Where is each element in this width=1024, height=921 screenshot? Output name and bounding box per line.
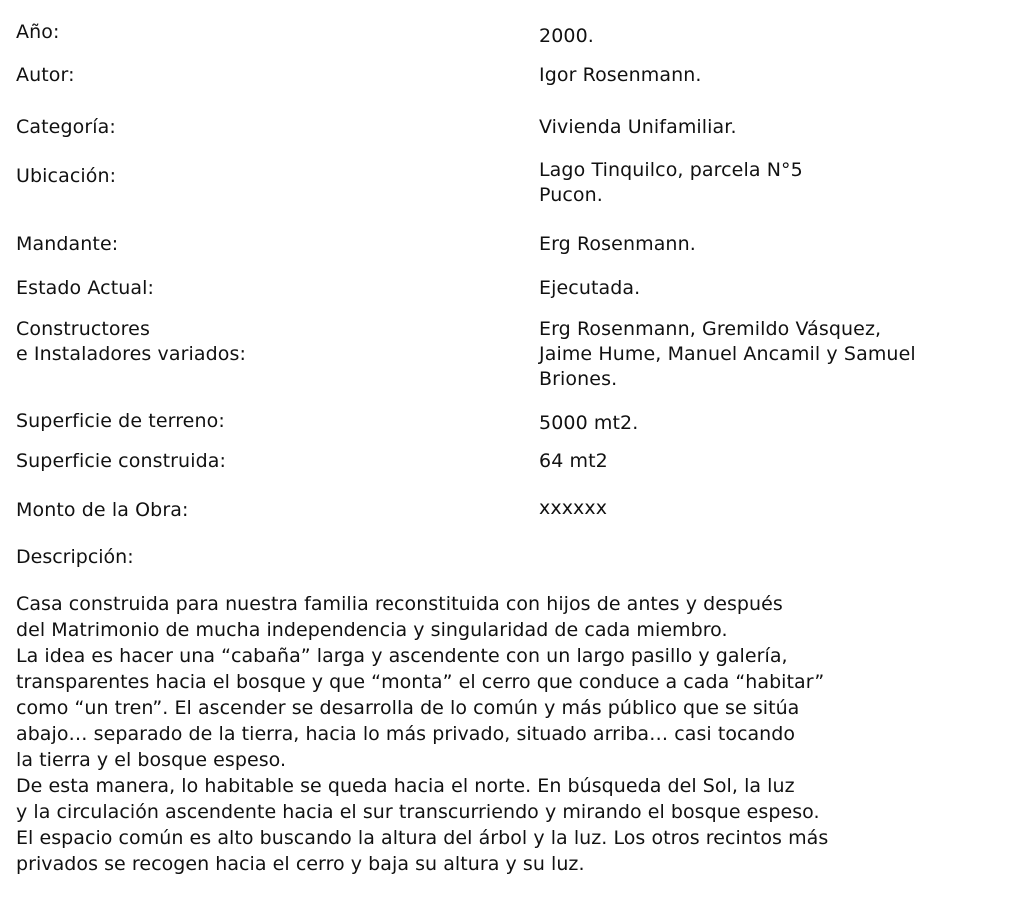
superficie-terreno-value: 5000 mt2. — [539, 412, 639, 434]
superficie-terreno-label: Superficie de terreno: — [16, 410, 225, 432]
description-line: transparentes hacia el bosque y que “monta” el cerro que conduce a cada “habitar” — [16, 671, 825, 693]
autor-value: Igor Rosenmann. — [539, 64, 702, 86]
constructores-value — [539, 317, 916, 392]
ano-value: 2000. — [539, 25, 594, 47]
ano-label: Año: — [16, 21, 60, 43]
categoria-value: Vivienda Unifamiliar. — [539, 116, 737, 138]
ubicacion-value-line: Lago Tinquilco, parcela N°5 — [539, 159, 803, 181]
ubicacion-value — [539, 158, 803, 208]
description-line: la tierra y el bosque espeso. — [16, 749, 287, 771]
mandante-value: Erg Rosenmann. — [539, 233, 696, 255]
constructores-value-line: Erg Rosenmann, Gremildo Vásquez, — [539, 318, 882, 340]
ubicacion-label: Ubicación: — [16, 165, 117, 187]
constructores-value-line: Jaime Hume, Manuel Ancamil y Samuel — [539, 343, 916, 365]
description-line: y la circulación ascendente hacia el sur transcurriendo y mirando el bosque espeso. — [16, 801, 820, 823]
description-line: abajo… separado de la tierra, hacia lo más privado, situado arriba… casi tocando — [16, 723, 796, 745]
description-body — [16, 591, 1020, 877]
description-line: Casa construida para nuestra familia reconstituida con hijos de antes y después — [16, 593, 783, 615]
monto-value: xxxxxx — [539, 497, 608, 519]
description-line: del Matrimonio de mucha independencia y singularidad de cada miembro. — [16, 619, 728, 641]
description-line: privados se recogen hacia el cerro y baja su altura y su luz. — [16, 853, 585, 875]
mandante-label: Mandante: — [16, 233, 119, 255]
constructores-value-line: Briones. — [539, 368, 618, 390]
constructores-label-line: e Instaladores variados: — [16, 343, 247, 365]
categoria-label: Categoría: — [16, 116, 116, 138]
estado-value: Ejecutada. — [539, 277, 641, 299]
description-line: El espacio común es alto buscando la altura del árbol y la luz. Los otros recintos más — [16, 827, 829, 849]
superficie-construida-value: 64 mt2 — [539, 450, 608, 472]
superficie-construida-label: Superficie construida: — [16, 450, 226, 472]
description-line: La idea es hacer una “cabaña” larga y ascendente con un largo pasillo y galería, — [16, 645, 788, 667]
monto-label: Monto de la Obra: — [16, 499, 189, 521]
autor-label: Autor: — [16, 64, 75, 86]
ubicacion-value-line: Pucon. — [539, 184, 603, 206]
description-line: De esta manera, lo habitable se queda hacia el norte. En búsqueda del Sol, la luz — [16, 775, 795, 797]
estado-label: Estado Actual: — [16, 277, 155, 299]
constructores-label-line: Constructores — [16, 318, 150, 340]
description-heading: Descripción: — [16, 546, 134, 568]
description-line: como “un tren”. El ascender se desarrolla de lo común y más público que se sitúa — [16, 697, 800, 719]
constructores-label — [16, 317, 246, 367]
